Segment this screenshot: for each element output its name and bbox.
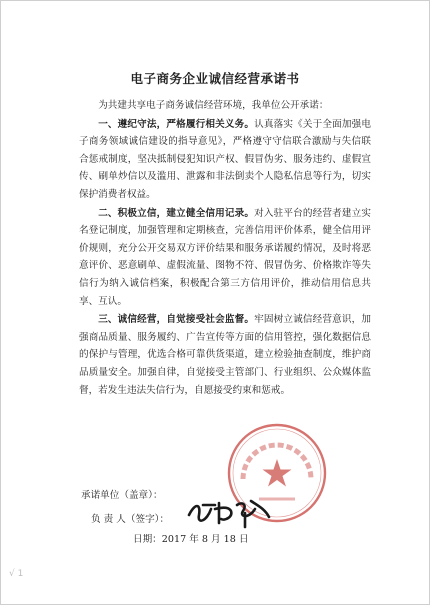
date-line (133, 533, 249, 547)
section-3-paragraph (79, 311, 371, 399)
section-2-body: 对入驻平台的经营者建立实名登记制度，加强管理和定期核查，完善信用评价体系，健全信用评价规则，充分公开交易双方评价结果和服务承诺履约情况，及时将恶意评价、恶意刷单、虚假流量、图物不符、假冒伪劣、价格欺诈等失信行为纳入诚信档案，积极配合第三方信用评价，推动信用信息共享、互认。 (79, 207, 372, 307)
responsible-person-label: 负 责 人（签字）： (91, 514, 170, 525)
section-3-body: 牢固树立诚信经营意识，加强商品质量、服务履约、广告宣传等方面的信用管控，强化数据信息的保护与管理，优选合格可靠供货渠道，建立检验抽查制度，维护商品质量安全。加强自律，自觉接受主管部门、行业组织、公众媒体监督，若发生违法失信行为，自愿接受约束和惩戒。 (79, 314, 372, 396)
section-2-heading: 二、积极立信，建立健全信用记录。 (98, 207, 255, 219)
intro-paragraph: 为共建共享电子商务诚信经营环境，我单位公开承诺： (98, 100, 329, 111)
document-body (79, 97, 371, 399)
section-1-body: 认真落实《关于全面加强电子商务领域诚信建设的指导意见》，严格遵守守信联合激励与失信联合惩戒制度，坚决抵制侵犯知识产权、假冒伪劣、服务违约、虚假宣传、刷单炒信以及滥用、泄露和非法倒卖个人隐私信息等行为，切实保护消费者权益。 (79, 118, 372, 200)
handwritten-signature (185, 495, 273, 529)
section-1-paragraph (79, 116, 371, 204)
section-3-heading: 三、诚信经营，自觉接受社会监督。 (98, 314, 255, 326)
section-2-paragraph (79, 205, 371, 311)
date-value: 2017 年 8 月 18 日 (161, 534, 249, 545)
date-label: 日期： (133, 534, 162, 545)
commitment-unit-label: 承诺单位（盖章）： (81, 490, 163, 501)
section-1-heading: 一、遵纪守法，严格履行相关义务。 (98, 118, 255, 130)
document-title: 电子商务企业诚信经营承诺书 (130, 71, 300, 86)
corner-mark: √ 1 (9, 569, 24, 579)
